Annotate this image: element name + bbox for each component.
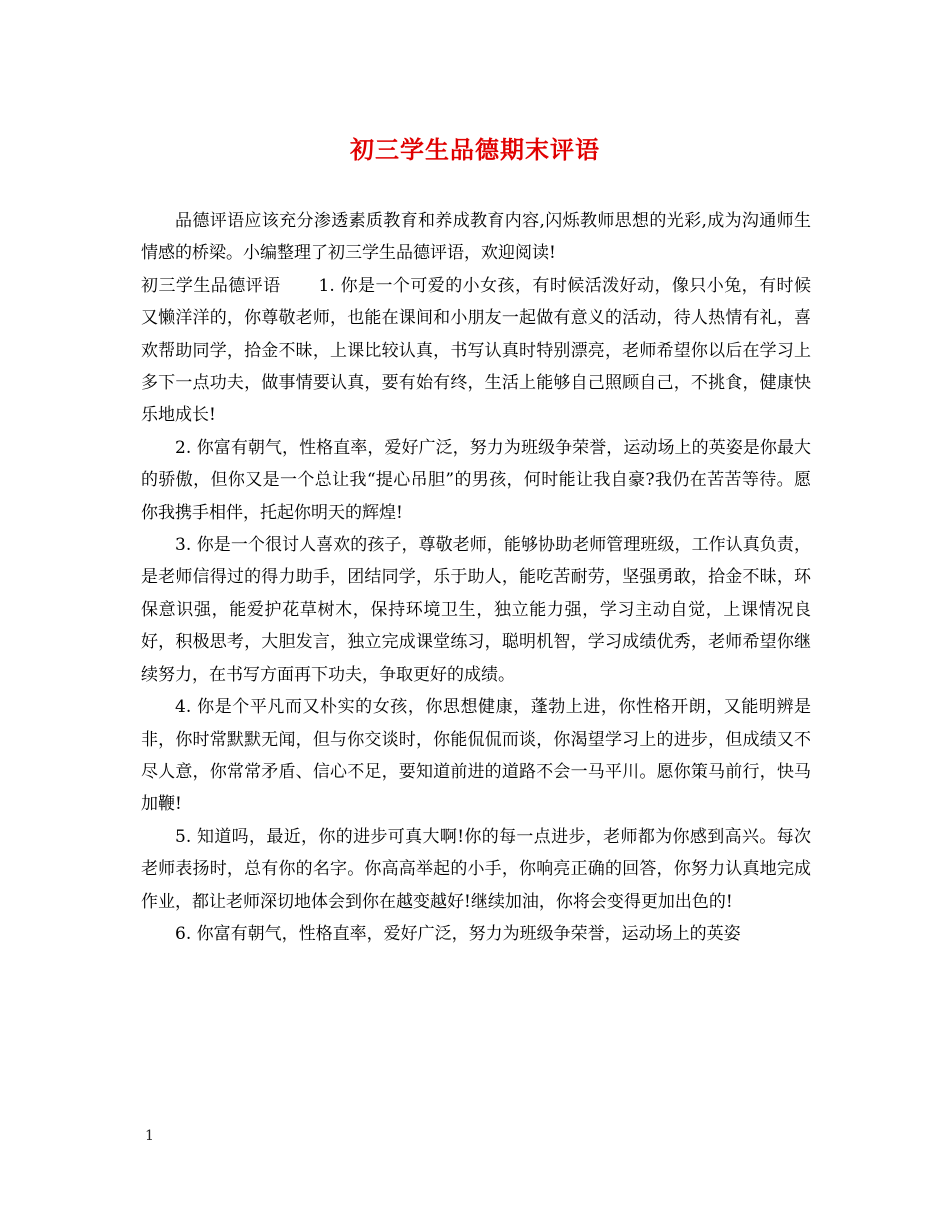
intro-paragraph: 品德评语应该充分渗透素质教育和养成教育内容,闪烁教师思想的光彩,成为沟通师生情感的桥梁。小编整理了初三学生品德评语，欢迎阅读!	[141, 211, 811, 264]
comment-item-5: 5. 知道吗，最近，你的进步可真大啊!你的每一点进步，老师都为你感到高兴。每次老师表扬时，总有你的名字。你高高举起的小手，你响亮正确的回答，你努力认真地完成作业，都让老师深切地体会到你在越变越好!继续加油，你将会变得更加出色的!	[141, 826, 811, 912]
comment-item-3: 3. 你是一个很讨人喜欢的孩子，尊敬老师，能够协助老师管理班级，工作认真负责，是老师信得过的得力助手，团结同学，乐于助人，能吃苦耐劳，坚强勇敢，拾金不昧，环保意识强，能爱护花草树木，保持环境卫生，独立能力强，学习主动自觉，上课情况良好，积极思考，大胆发言，独立完成课堂练习，聪明机智，学习成绩优秀，老师希望你继续努力，在书写方面再下功夫，争取更好的成绩。	[141, 535, 811, 685]
section-paragraph	[141, 270, 811, 432]
comment-item-6: 6. 你富有朝气，性格直率，爱好广泛，努力为班级争荣誉，运动场上的英姿	[175, 923, 741, 944]
section-label: 初三学生品德评语	[141, 275, 281, 296]
comment-item-4: 4. 你是个平凡而又朴实的女孩，你思想健康，蓬勃上进，你性格开朗，又能明辨是非，你时常默默无闻，但与你交谈时，你能侃侃而谈，你渴望学习上的进步，但成绩又不尽人意，你常常矛盾、信心不足，要知道前进的道路不会一马平川。愿你策马前行，快马加鞭!	[141, 697, 811, 815]
comment-item-1: 1. 你是一个可爱的小女孩，有时候活泼好动，像只小兔，有时候又懒洋洋的，你尊敬老师，也能在课间和小朋友一起做有意义的活动，待人热情有礼，喜欢帮助同学，拾金不昧，上课比较认真，书写认真时特别漂亮，老师希望你以后在学习上多下一点功夫，做事情要认真，要有始有终，生活上能够自己照顾自己，不挑食，健康快乐地成长!	[141, 275, 811, 426]
comment-item-2: 2. 你富有朝气，性格直率，爱好广泛，努力为班级争荣誉，运动场上的英姿是你最大的骄傲，但你又是一个总让我“提心吊胆”的男孩，何时能让我自豪?我仍在苦苦等待。愿你我携手相伴，托起你明天的辉煌!	[141, 437, 811, 523]
document-body	[141, 205, 811, 950]
document-title: 初三学生品德期末评语	[350, 135, 600, 164]
page-number: 1	[145, 1128, 154, 1144]
